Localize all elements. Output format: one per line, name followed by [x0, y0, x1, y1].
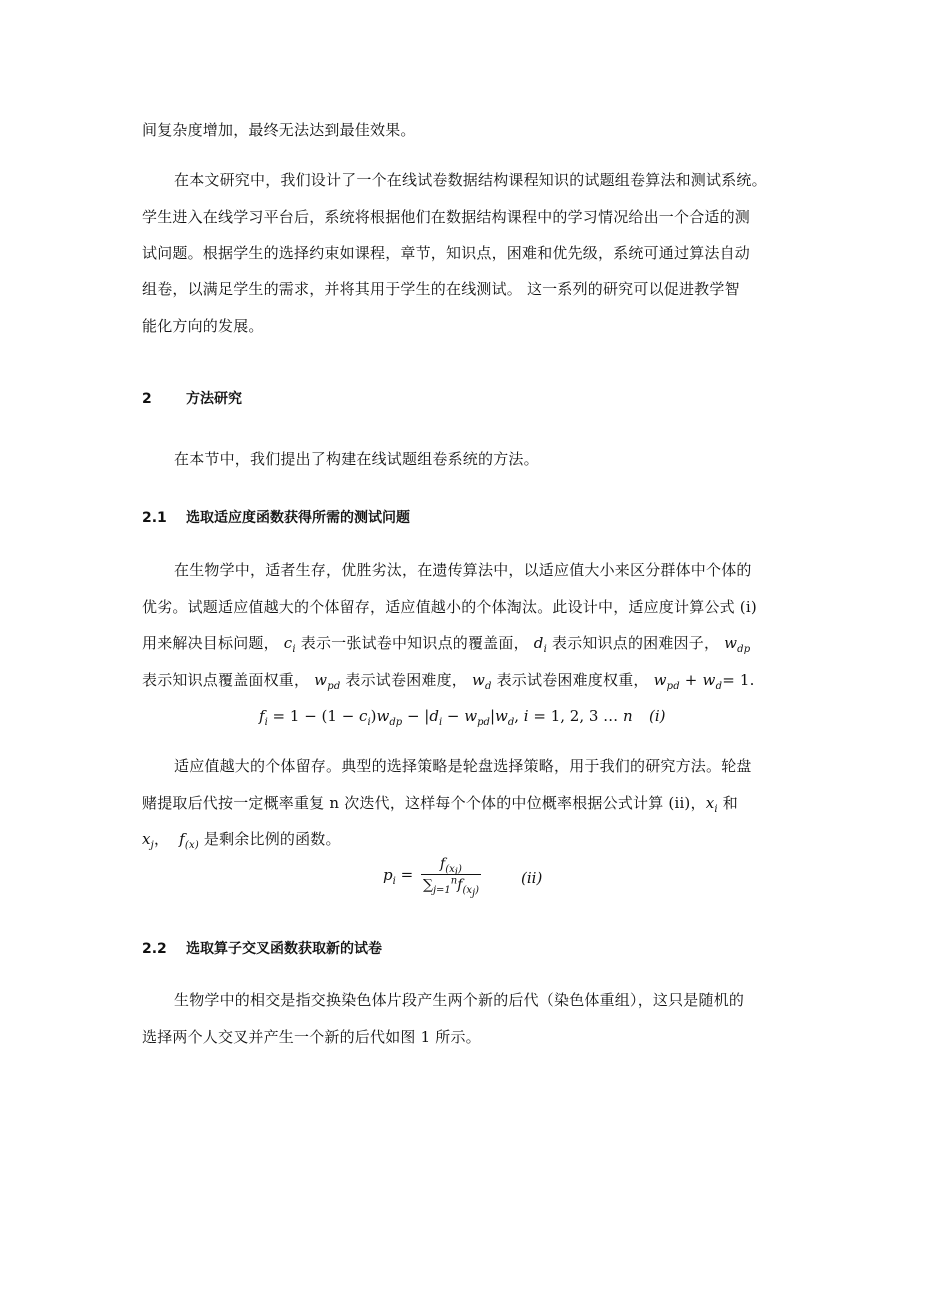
section-title: 选取算子交叉函数获取新的试卷 — [186, 941, 382, 957]
symbol-d-i: $d_i$ — [528, 634, 547, 655]
section-2-2-heading — [142, 939, 382, 959]
section-number: 2 — [142, 391, 152, 407]
symbol-w-pd: $w_{pd}$ — [309, 671, 341, 692]
intro-para-line: 能化方向的发展。 — [142, 317, 264, 335]
section-2-intro: 在本节中，我们提出了构建在线试题组卷系统的方法。 — [174, 450, 539, 468]
formula-ref: (i) — [739, 598, 757, 616]
section-2-1-line: $x_j$， $f_{(x)}$ 是剩余比例的函数。 — [142, 830, 341, 851]
symbol-c-i: $c_i$ — [278, 634, 296, 655]
section-2-1-line: 优劣。试题适应值越大的个体留存，适应值越小的个体淘汰。此设计中，适应度计算公式 (i) — [142, 598, 757, 616]
weight-sum-equation: $w_{pd} + w_d$ — [648, 671, 723, 692]
intro-para-line: 学生进入在线学习平台后，系统将根据他们在数据结构课程中的学习情况给出一个合适的测 — [142, 208, 751, 226]
formula-label: (i) — [649, 707, 666, 725]
fitness-formula: $f_i = 1 - (1 - c_i)w_{dp} - |d_i - w_{pd}|w_d$, i = 1, 2, 3 … n — [259, 707, 633, 728]
section-2-1-line: 在生物学中，适者生存，优胜劣汰，在遗传算法中，以适应值大小来区分群体中个体的 — [174, 561, 752, 579]
section-2-1-line: 表示知识点覆盖面权重， $w_{pd}$ 表示试卷困难度， $w_d$ 表示试卷困难度权重， $w_{pd} + w_d= 1$. — [142, 671, 755, 692]
section-2-1-line: 用来解决目标问题， $c_i$ 表示一张试卷中知识点的覆盖面， $d_i$ 表示知识点的困难因子， $w_{dp}$ — [142, 634, 751, 655]
section-2-2-line: 生物学中的相交是指交换染色体片段产生两个新的后代（染色体重组），这只是随机的 — [174, 991, 745, 1009]
symbol-x-i: $x_i$ — [705, 794, 718, 815]
intro-para-line: 试问题。根据学生的选择约束如课程，章节，知识点，困难和优先级，系统可通过算法自动 — [142, 244, 751, 262]
section-2-2-line: 选择两个人交叉并产生一个新的后代如图 1 所示。 — [142, 1028, 481, 1046]
section-2-1-line: 适应值越大的个体留存。典型的选择策略是轮盘选择策略，用于我们的研究方法。轮盘 — [174, 757, 752, 775]
intro-para-line: 在本文研究中，我们设计了一个在线试卷数据结构课程知识的试题组卷算法和测试系统。 — [174, 171, 767, 189]
section-number: 2.2 — [142, 941, 167, 957]
symbol-w-dp: $w_{dp}$ — [719, 634, 751, 655]
section-title: 方法研究 — [186, 391, 242, 407]
probability-formula: $p_i$ = $\frac{f_{(x_i)}}{\sum_{j=1}^nf_{(x_j)}}$ — [383, 856, 479, 899]
probability-fraction: $\frac{f_{(x_i)}}{\sum_{j=1}^nf_{(x_j)}}$ — [422, 856, 479, 899]
section-2-1-heading — [142, 508, 410, 528]
section-title: 选取适应度函数获得所需的测试问题 — [186, 510, 410, 526]
intro-continued-line: 间复杂度增加，最终无法达到最佳效果。 — [142, 121, 416, 139]
formula-label: (ii) — [521, 869, 543, 887]
symbol-x-j: $x_j$ — [142, 830, 154, 851]
symbol-f-x: $f_{(x)}$ — [179, 830, 199, 851]
section-2-heading — [142, 389, 242, 409]
intro-para-line: 组卷，以满足学生的需求，并将其用于学生的在线测试。 这一系列的研究可以促进教学智 — [142, 280, 740, 298]
section-number: 2.1 — [142, 510, 167, 526]
symbol-w-d: $w_d$ — [467, 671, 492, 692]
section-2-1-line: 赌提取后代按一定概率重复 n 次迭代，这样每个个体的中位概率根据公式计算 (ii)，$x_i$ 和 — [142, 794, 738, 815]
